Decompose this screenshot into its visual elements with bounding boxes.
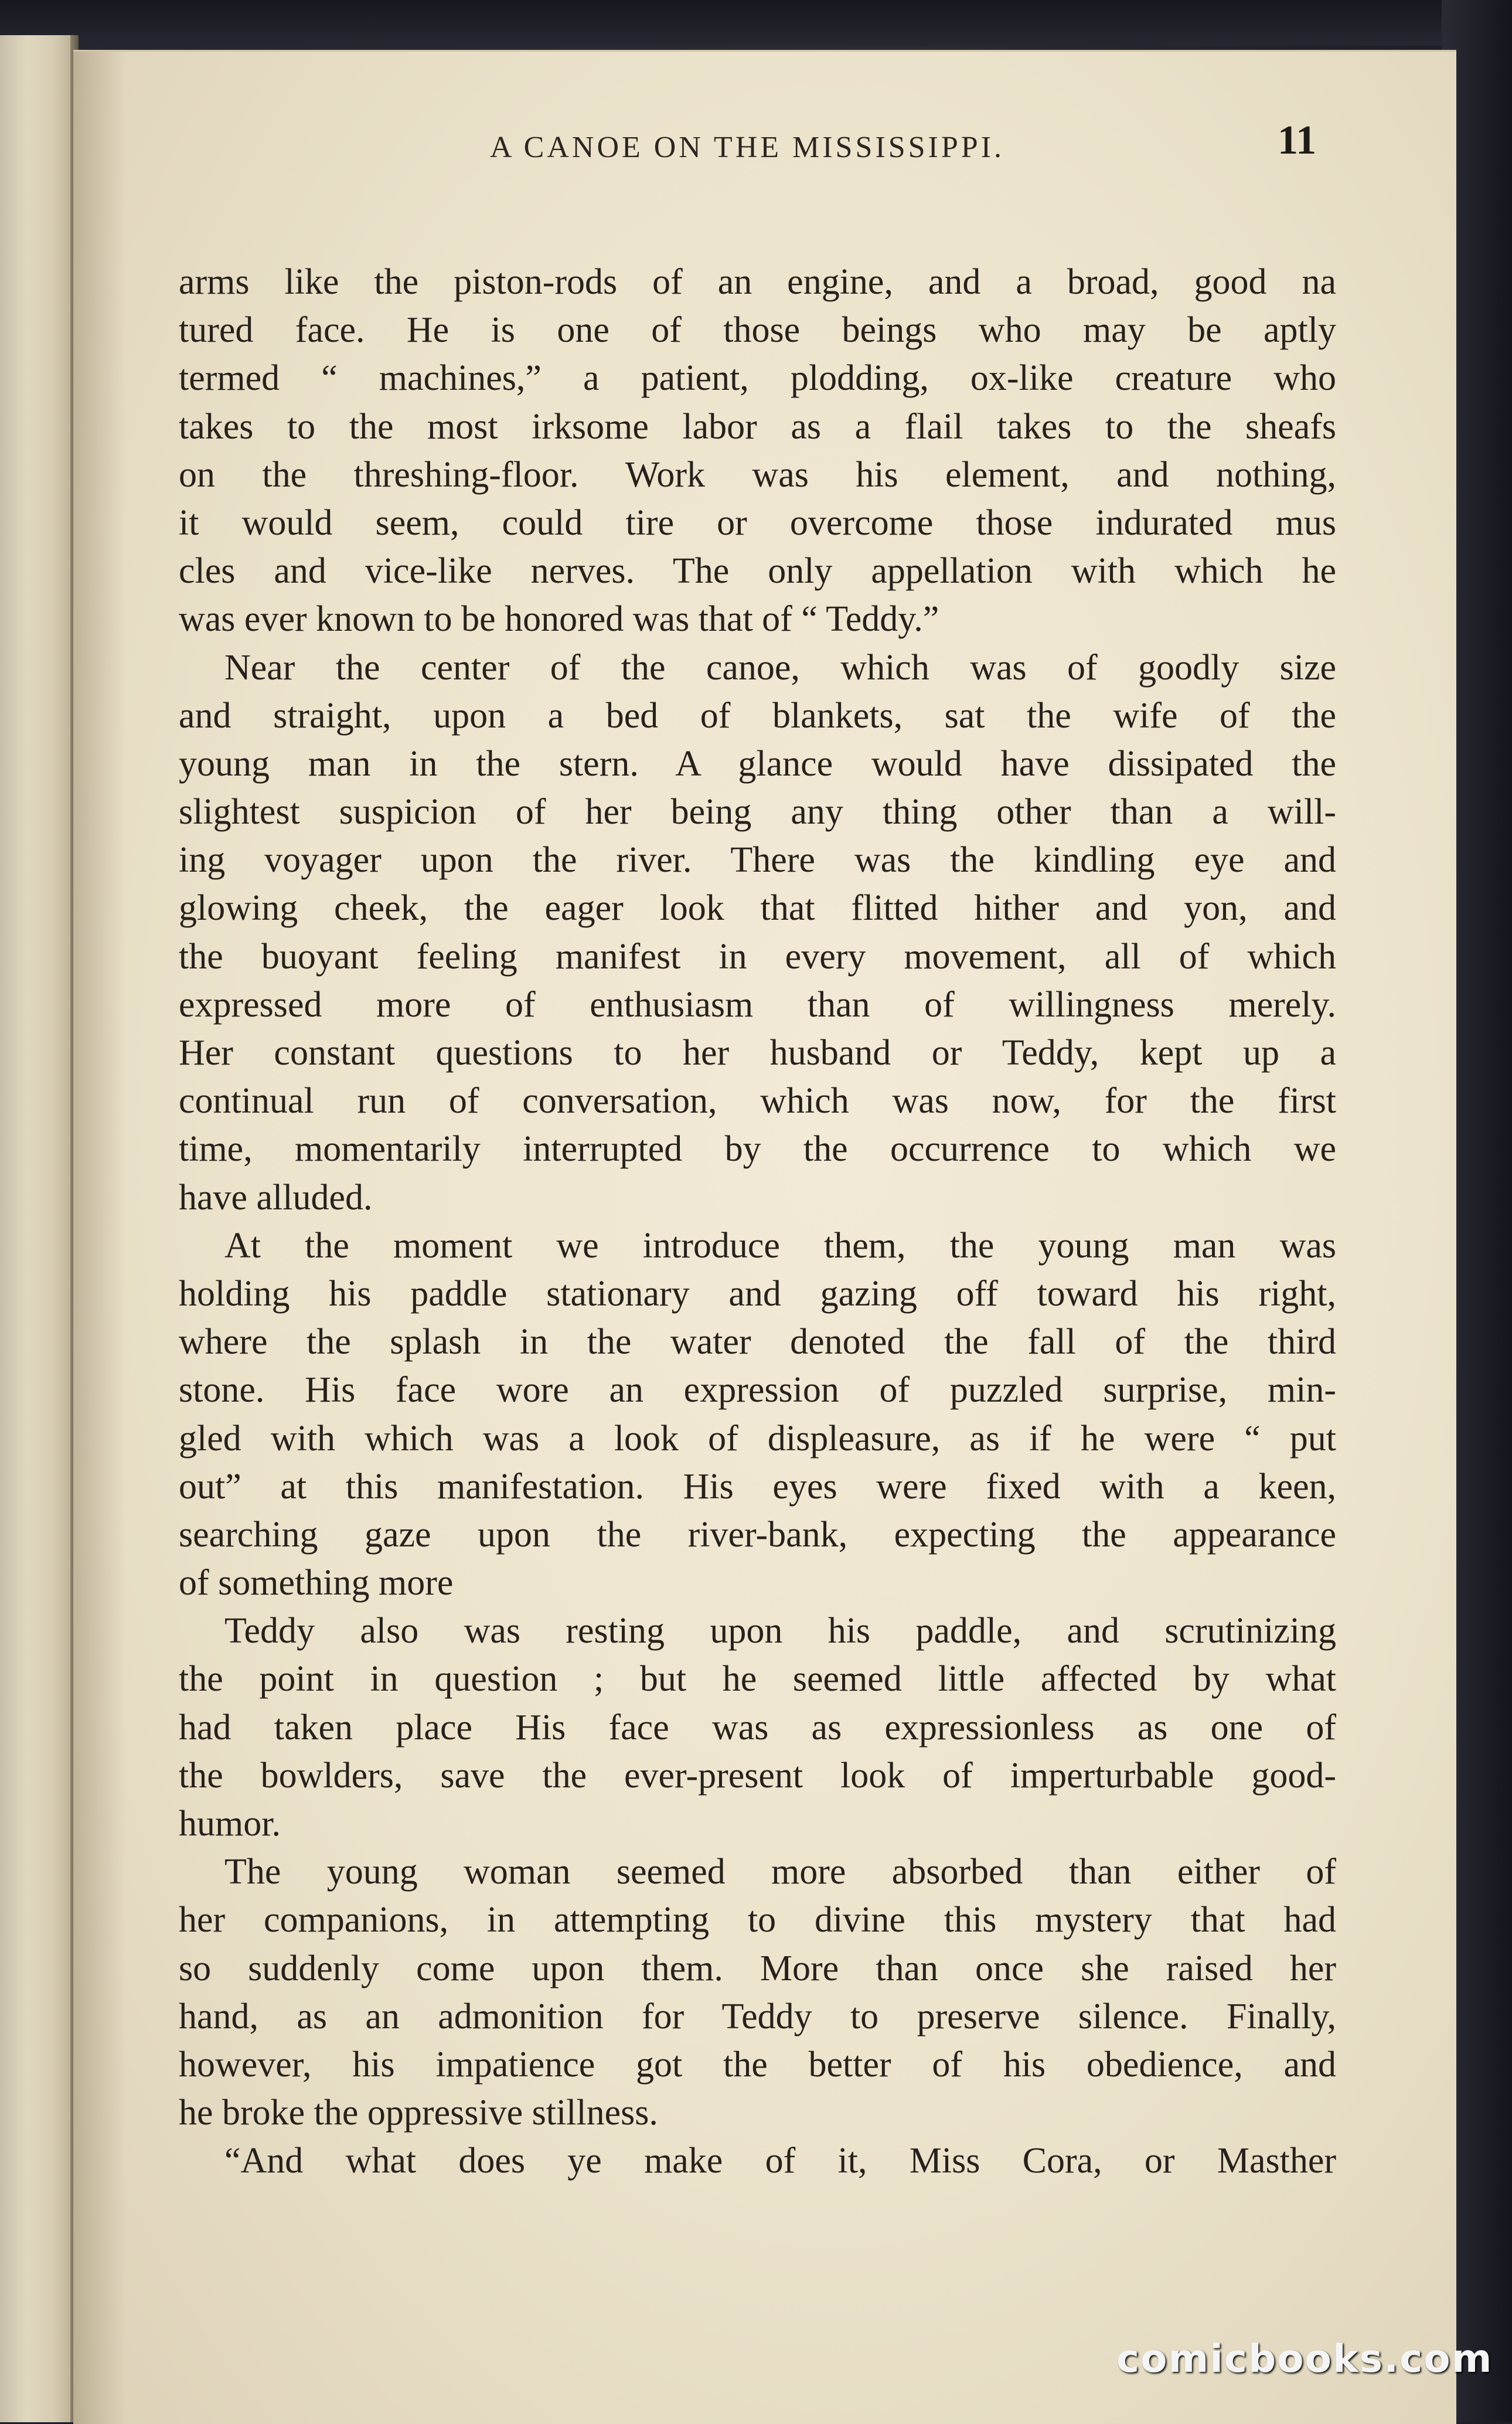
text-line: “And what does ye make of it, Miss Cora, or Masther xyxy=(224,2141,1336,2181)
text-line: however, his impatience got the better of his obedience, and xyxy=(179,2044,1336,2085)
text-line: hand, as an admonition for Teddy to preserve silence. Finally, xyxy=(179,1996,1336,2037)
text-line: on the threshing-floor. Work was his element, and nothing, xyxy=(179,454,1336,495)
text-line: humor. xyxy=(179,1804,281,1844)
text-line: and straight, upon a bed of blankets, sat the wife of the xyxy=(179,695,1336,736)
text-line: ing voyager upon the river. There was the kindling eye and xyxy=(179,840,1336,880)
text-line: of something more xyxy=(179,1563,454,1603)
text-line: the buoyant feeling manifest in every movement, all of which xyxy=(179,936,1336,977)
running-head: A CANOE ON THE MISSISSIPPI. xyxy=(489,131,1005,164)
text-line: the bowlders, save the ever-present look of imperturbable good- xyxy=(179,1755,1336,1796)
text-line: At the moment we introduce them, the young man was xyxy=(224,1225,1336,1266)
text-line: holding his paddle stationary and gazing off toward his right, xyxy=(179,1273,1336,1314)
text-line: The young woman seemed more absorbed than either of xyxy=(224,1852,1336,1892)
text-line: tured face. He is one of those beings who may be aptly xyxy=(179,310,1336,351)
book-spine xyxy=(0,35,76,2422)
text-line: stone. His face wore an expression of puzzled surprise, min- xyxy=(179,1370,1336,1410)
text-line: arms like the piston-rods of an engine, and a broad, good na xyxy=(179,262,1336,302)
watermark-text: comicbooks.com xyxy=(1116,2336,1493,2381)
text-line: her companions, in attempting to divine this mystery that had xyxy=(179,1900,1336,1940)
text-line: time, momentarily interrupted by the occurrence to which we xyxy=(179,1129,1336,1169)
text-line: so suddenly come upon them. More than once she raised her xyxy=(179,1948,1336,1988)
text-line: searching gaze upon the river-bank, expecting the appearance xyxy=(179,1514,1336,1555)
text-line: gled with which was a look of displeasure, as if he were “ put xyxy=(179,1418,1336,1459)
text-line: Near the center of the canoe, which was of goodly size xyxy=(224,647,1336,688)
text-line: Teddy also was resting upon his paddle, and scrutinizing xyxy=(224,1611,1336,1651)
body-text xyxy=(179,258,1336,2185)
text-line: it would seem, could tire or overcome those indurated mus xyxy=(179,502,1336,543)
text-line: was ever known to be honored was that of “ Teddy.” xyxy=(179,599,939,640)
text-line: takes to the most irksome labor as a flail takes to the sheafs xyxy=(179,406,1336,447)
text-line: the point in question ; but he seemed little affected by what xyxy=(179,1659,1336,1699)
text-line: expressed more of enthusiasm than of willingness merely. xyxy=(179,984,1336,1025)
text-line: glowing cheek, the eager look that flitted hither and yon, and xyxy=(179,888,1336,929)
text-line: cles and vice-like nerves. The only appellation with which he xyxy=(179,551,1336,591)
scan-top-edge xyxy=(0,0,1512,46)
text-line: continual run of conversation, which was now, for the first xyxy=(179,1081,1336,1121)
text-line: where the splash in the water denoted the fall of the third xyxy=(179,1322,1336,1362)
text-line: had taken place His face was as expressionless as one of xyxy=(179,1707,1336,1748)
text-line: termed “ machines,” a patient, plodding, ox-like creature who xyxy=(179,358,1336,399)
text-line: slightest suspicion of her being any thing other than a will- xyxy=(179,792,1336,832)
text-line: have alluded. xyxy=(179,1177,373,1218)
text-line: he broke the oppressive stillness. xyxy=(179,2093,658,2133)
page-number: 11 xyxy=(1278,118,1317,163)
text-line: Her constant questions to her husband or Teddy, kept up a xyxy=(179,1033,1336,1073)
text-line: young man in the stern. A glance would have dissipated the xyxy=(179,743,1336,784)
text-line: out” at this manifestation. His eyes were fixed with a keen, xyxy=(179,1466,1336,1507)
